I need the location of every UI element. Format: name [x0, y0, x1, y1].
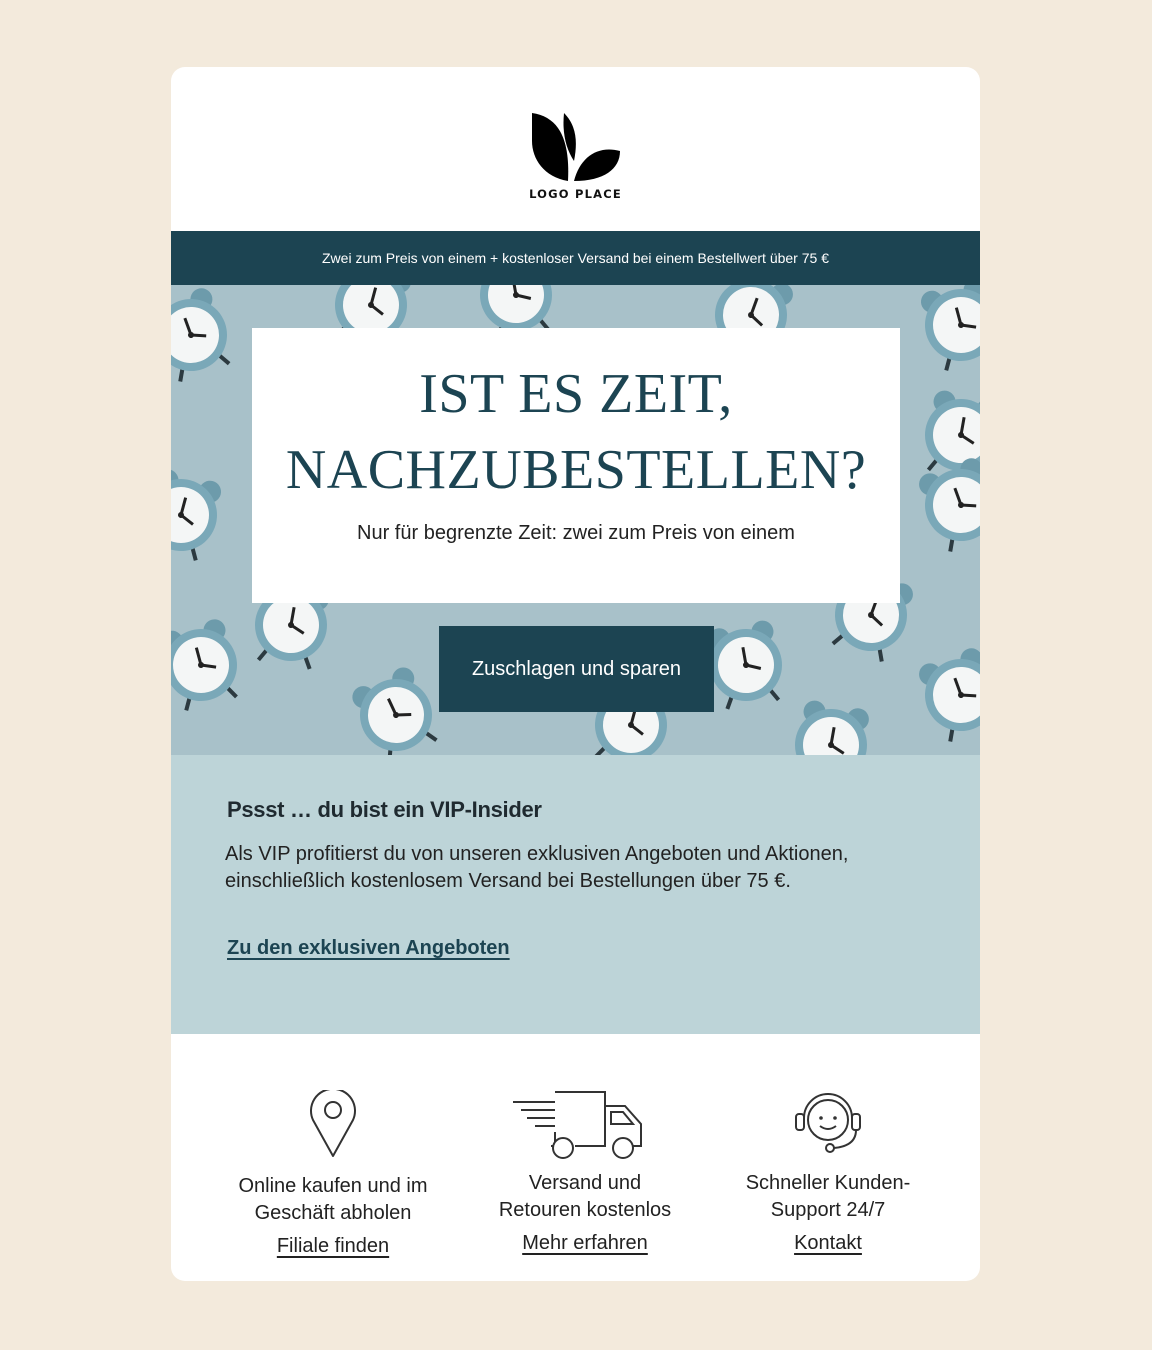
find-store-link[interactable]: Filiale finden	[276, 1235, 390, 1257]
hero-subtitle: Nur für begrenzte Zeit: zwei zum Preis von einem	[357, 522, 795, 544]
cta-button[interactable]	[439, 626, 714, 712]
feature-store-pickup-line-1: Online kaufen und im	[238, 1175, 428, 1197]
email-card	[171, 67, 980, 1281]
promo-banner-text: Zwei zum Preis von einem + kostenloser Versand bei einem Bestellwert über 75 €	[322, 250, 829, 266]
feature-store-pickup-line-2: Geschäft abholen	[254, 1202, 412, 1224]
feature-store-pickup	[213, 1034, 453, 1281]
feature-support-line-2: Support 24/7	[770, 1199, 886, 1221]
location-pin-icon	[213, 1090, 453, 1160]
hero-title-line-1: IST ES ZEIT,	[419, 363, 733, 425]
brand-logo-text: LOGO PLACE	[529, 187, 622, 201]
vip-body-line-2: einschließlich kostenlosem Versand bei Bestellungen über 75 €.	[225, 870, 791, 892]
hero-title	[252, 356, 900, 508]
feature-support	[708, 1034, 948, 1281]
vip-section	[171, 755, 980, 1034]
email-header	[171, 67, 980, 231]
vip-title: Pssst … du bist ein VIP-Insider	[227, 797, 542, 822]
vip-body	[225, 841, 905, 895]
feature-free-shipping-line-2: Retouren kostenlos	[498, 1199, 672, 1221]
hero-title-line-2: NACHZUBESTELLEN?	[285, 439, 867, 501]
feature-free-shipping-text	[465, 1170, 705, 1224]
contact-link[interactable]: Kontakt	[794, 1232, 862, 1254]
feature-support-text	[708, 1170, 948, 1224]
headset-support-icon	[708, 1088, 948, 1160]
cta-button-label: Zuschlagen und sparen	[471, 657, 682, 680]
delivery-truck-icon	[465, 1088, 705, 1160]
brand-logo-icon[interactable]	[530, 111, 622, 183]
promo-banner	[171, 231, 980, 285]
hero-section	[171, 285, 980, 755]
feature-free-shipping	[465, 1034, 705, 1281]
feature-free-shipping-line-1: Versand und	[528, 1172, 642, 1194]
feature-support-line-1: Schneller Kunden-	[745, 1172, 911, 1194]
learn-more-link[interactable]: Mehr erfahren	[522, 1232, 648, 1254]
exclusive-offers-link[interactable]: Zu den exklusiven Angeboten	[227, 937, 510, 959]
vip-body-line-1: Als VIP profitierst du von unseren exklusiven Angeboten und Aktionen,	[225, 843, 849, 865]
features-section	[171, 1034, 980, 1281]
hero-headline-box	[252, 328, 900, 603]
feature-store-pickup-text	[213, 1173, 453, 1227]
